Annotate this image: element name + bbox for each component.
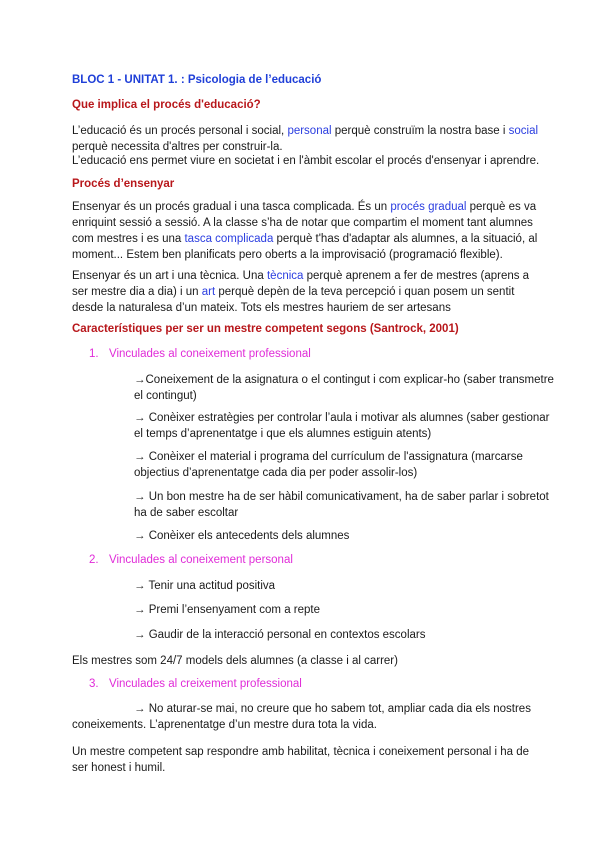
- heading-proces-ensenyar: Procés d’ensenyar: [72, 178, 175, 190]
- list-number: 1.: [89, 348, 99, 360]
- keyword-tasca-complicada: tasca complicada: [184, 233, 274, 245]
- text-run: Ensenyar és un procés gradual i una tasca complicada. És un: [72, 201, 391, 213]
- keyword-social: social: [508, 125, 539, 137]
- list-number: 2.: [89, 554, 99, 566]
- sub-item: → Conèixer el material i programa del currículum de l'assignatura (marcarse objectius d’aprenentatge cada dia per poder assolir-los): [134, 451, 523, 479]
- sub-item: → Gaudir de la interacció personal en contextos escolars: [134, 629, 426, 641]
- sub-item: → Conèixer estratègies per controlar l’aula i motivar als alumnes (saber gestionar el temps d’aprenentatge i que els alumnes estiguin atents): [134, 412, 550, 440]
- paragraph-educacio-1: [72, 123, 542, 155]
- keyword-personal: personal: [287, 125, 332, 137]
- sub-item: → Premi l’ensenyament com a repte: [134, 604, 320, 616]
- text-run: perquè t'has d'adaptar als alumnes, a la situació, al moment... Estem ben planificats pero oberts a la improvisació (programació flexible).: [72, 233, 538, 261]
- list-label: Vinculades al coneixement personal: [109, 554, 293, 566]
- list-item-3: [89, 678, 302, 690]
- text-run: perquè necessita d'altres per construir-la.: [72, 141, 283, 153]
- sub-item: → Un bon mestre ha de ser hàbil comunicativament, ha de saber parlar i sobretot ha de saber escoltar: [134, 491, 549, 519]
- keyword-art: art: [201, 286, 216, 298]
- sub-item: → Conèixer els antecedents dels alumnes: [134, 530, 350, 542]
- list-item-2: [89, 554, 293, 566]
- document-title: BLOC 1 - UNITAT 1. : Psicologia de l’educació: [72, 74, 322, 86]
- heading-caracteristiques: Característiques per ser un mestre competent segons (Santrock, 2001): [72, 323, 459, 335]
- heading-educacio: Que implica el procés d'educació?: [72, 99, 261, 111]
- keyword-tecnica: tècnica: [266, 270, 304, 282]
- list-number: 3.: [89, 678, 99, 690]
- paragraph-educacio-2: L’educació ens permet viure en societat i en l'àmbit escolar el procés d'ensenyar i aprendre.: [72, 155, 540, 167]
- keyword-proces-gradual: procés gradual: [390, 201, 467, 213]
- list-label: Vinculades al creixement professional: [109, 678, 302, 690]
- paragraph-ensenyar-2: [72, 268, 542, 316]
- text-run: perquè es va enriquint sessió a sessió. A la classe s’ha de notar que compartim el moment tant alumnes com mestres i es una: [72, 201, 537, 245]
- text-run: L’educació és un procés personal i social,: [72, 125, 288, 137]
- text-run: perquè depèn de la teva percepció i quan posem un sentit desde la naturalesa d’un mateix. Tots els mestres hauriem de ser artesans: [72, 286, 515, 314]
- sub-item: →Coneixement de la asignatura o el contingut i com explicar-ho (saber transmetre el contingut): [134, 374, 554, 402]
- list-label: Vinculades al coneixement professional: [109, 348, 311, 360]
- paragraph-creixement: → No aturar-se mai, no creure que ho sabem tot, ampliar cada dia els nostres coneixements. L’aprenentatge d’un mestre dura tota la vida.: [72, 703, 531, 731]
- text-run: Ensenyar és un art i una tècnica. Una: [72, 270, 267, 282]
- paragraph-models: Els mestres som 24/7 models dels alumnes (a classe i al carrer): [72, 655, 398, 667]
- text-run: perquè aprenem a fer de mestres (aprens a ser mestre dia a dia) i un: [72, 270, 530, 298]
- sub-item: → Tenir una actitud positiva: [134, 580, 276, 592]
- text-run: perquè construïm la nostra base i: [331, 125, 509, 137]
- paragraph-ensenyar-1: [72, 199, 542, 263]
- list-item-1: [89, 348, 311, 360]
- paragraph-closing: Un mestre competent sap respondre amb habilitat, tècnica i coneixement personal i ha de ser honest i humil.: [72, 746, 530, 774]
